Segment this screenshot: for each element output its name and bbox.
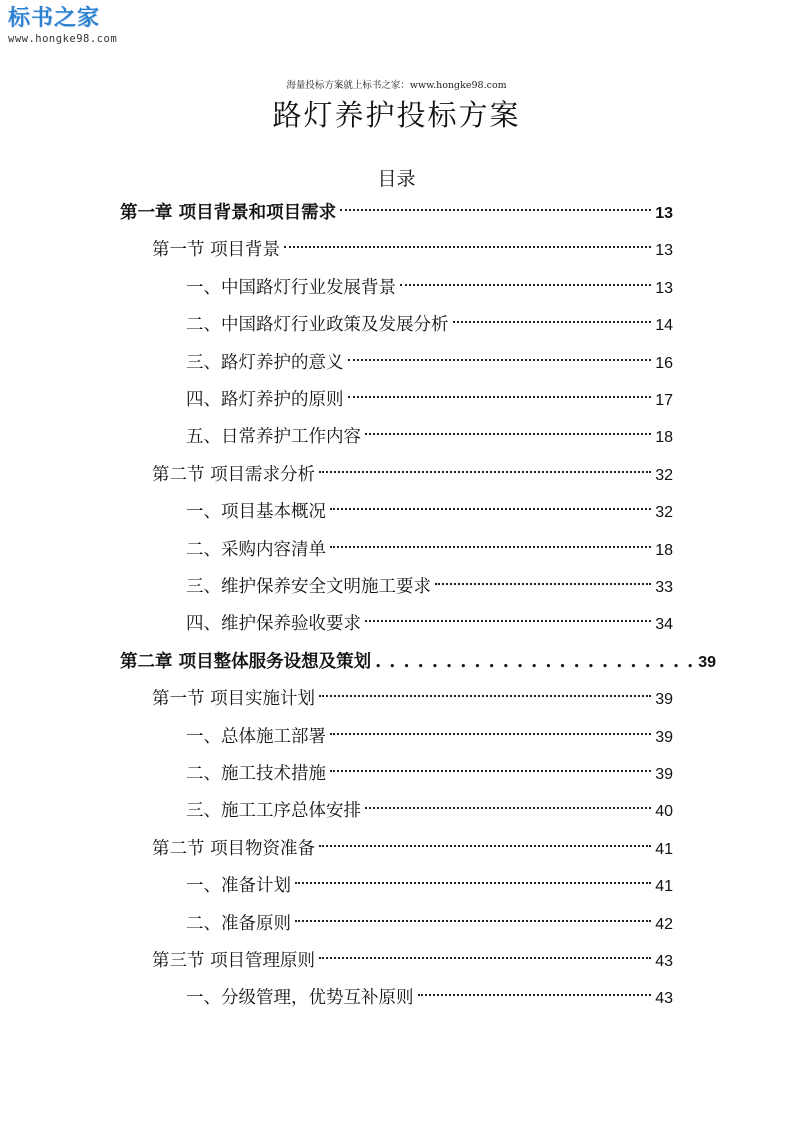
toc-item[interactable] bbox=[186, 572, 673, 602]
toc-entry-label: 二、准备原则 bbox=[186, 913, 291, 934]
toc-dot-leader bbox=[365, 433, 651, 435]
toc-section[interactable] bbox=[152, 946, 673, 976]
toc-entry-label: 二、施工技术措施 bbox=[186, 764, 326, 784]
toc-dot-leader bbox=[365, 807, 651, 809]
toc-entry-page-number: 43 bbox=[655, 990, 673, 1008]
toc-entry-page-number: 39 bbox=[655, 691, 673, 709]
toc-section[interactable] bbox=[152, 235, 673, 265]
toc-dot-leader bbox=[340, 209, 651, 211]
toc-entry-label: 一、分级管理，优势互补原则 bbox=[186, 988, 414, 1009]
toc-section[interactable] bbox=[152, 834, 673, 864]
toc-entry-page-number: 13 bbox=[655, 242, 673, 260]
brand-logo-text: 标书之家 bbox=[8, 6, 101, 31]
toc-entry-page-number: 39 bbox=[655, 728, 673, 746]
toc-entry-label: 一、中国路灯行业发展背景 bbox=[186, 277, 396, 298]
toc-dot-leader bbox=[435, 583, 651, 585]
toc-dot-leader bbox=[330, 508, 651, 510]
toc-entry-page-number: 39 bbox=[655, 766, 673, 783]
document-title: 路灯养护投标方案 bbox=[272, 98, 521, 132]
toc-entry-label: 一、准备计划 bbox=[186, 876, 291, 897]
toc-item[interactable] bbox=[186, 871, 673, 901]
toc-item[interactable] bbox=[186, 273, 673, 303]
toc-dot-leader bbox=[295, 920, 651, 922]
toc-dot-leader bbox=[319, 957, 651, 959]
toc-entry-page-number: 14 bbox=[655, 317, 673, 335]
toc-dot-leader bbox=[418, 994, 652, 996]
toc-entry-label: 二、采购内容清单 bbox=[186, 539, 326, 560]
toc-entry-page-number: 33 bbox=[655, 579, 673, 596]
toc-dot-leader bbox=[453, 321, 652, 323]
toc-entry-page-number: 32 bbox=[655, 504, 673, 522]
toc-item[interactable] bbox=[186, 983, 673, 1013]
toc-entry-page-number: 18 bbox=[655, 541, 673, 559]
toc-entry-page-number: 43 bbox=[655, 953, 673, 970]
toc-dot-leader bbox=[295, 882, 651, 884]
toc-entry-label: 第二节 项目需求分析 bbox=[152, 464, 316, 485]
toc-chapter[interactable] bbox=[120, 198, 673, 228]
toc-item[interactable] bbox=[186, 722, 673, 752]
toc-item[interactable] bbox=[186, 535, 673, 565]
toc-item[interactable] bbox=[186, 796, 673, 826]
toc-entry-page-number: 32 bbox=[655, 466, 673, 484]
toc-item[interactable] bbox=[186, 348, 673, 378]
toc-dot-leader bbox=[319, 471, 651, 473]
toc-dot-leader bbox=[348, 396, 652, 398]
toc-entry-page-number: 40 bbox=[655, 803, 673, 821]
toc-entry-label: 三、施工工序总体安排 bbox=[186, 801, 361, 822]
toc-item[interactable] bbox=[186, 310, 673, 340]
toc-dot-leader bbox=[284, 246, 651, 248]
toc-entry-label: 三、路灯养护的意义 bbox=[186, 352, 344, 373]
toc-dot-leader bbox=[348, 359, 652, 361]
toc-chapter[interactable] bbox=[120, 647, 717, 677]
toc-dot-leader bbox=[330, 546, 651, 548]
toc-dot-leader bbox=[330, 733, 651, 735]
toc-entry-label: 四、路灯养护的原则 bbox=[186, 390, 344, 410]
toc-section[interactable] bbox=[152, 460, 673, 490]
toc-item[interactable] bbox=[186, 759, 673, 789]
toc-entry-label: 第一节 项目实施计划 bbox=[152, 689, 316, 710]
toc-entry-label: 四、维护保养验收要求 bbox=[186, 614, 361, 635]
toc-entry-label: 第一节 项目背景 bbox=[152, 240, 281, 261]
toc-entry-page-number: 41 bbox=[655, 878, 673, 896]
toc-entry-page-number: 16 bbox=[655, 354, 673, 372]
toc-entry-label: 五、日常养护工作内容 bbox=[186, 427, 361, 448]
toc-heading: 目录 bbox=[377, 168, 416, 190]
toc-entry-page-number: 42 bbox=[655, 915, 673, 933]
toc-entry-label: 一、项目基本概况 bbox=[186, 502, 326, 523]
toc-item[interactable] bbox=[186, 909, 673, 939]
toc-entry-label: 第二章 项目整体服务设想及策划 bbox=[120, 651, 372, 672]
page-header-note: 海量投标方案就上标书之家：www.hongke98.com bbox=[286, 80, 507, 91]
toc-entry-label: 第二节 项目物资准备 bbox=[152, 838, 316, 859]
toc-entry-label: 第三节 项目管理原则 bbox=[152, 951, 316, 971]
toc-dot-leader bbox=[319, 695, 651, 697]
toc-entry-label: 一、总体施工部署 bbox=[186, 726, 326, 747]
toc-item[interactable] bbox=[186, 422, 673, 452]
toc-entry-label: 二、中国路灯行业政策及发展分析 bbox=[186, 315, 449, 336]
toc-item[interactable] bbox=[186, 609, 673, 639]
toc-section[interactable] bbox=[152, 684, 673, 714]
brand-logo-url: www.hongke98.com bbox=[8, 33, 118, 45]
toc-entry-page-number: 17 bbox=[655, 392, 673, 409]
toc-entry-page-number: 39 bbox=[698, 653, 717, 671]
toc-entry-page-number: 13 bbox=[655, 205, 673, 222]
toc-entry-page-number: 41 bbox=[655, 840, 673, 858]
toc-entry-label: 三、维护保养安全文明施工要求 bbox=[186, 577, 431, 597]
toc-entry-label: 第一章 项目背景和项目需求 bbox=[120, 203, 337, 223]
toc-dot-leader bbox=[330, 770, 651, 772]
brand-logo bbox=[8, 6, 178, 46]
toc-dot-leader bbox=[319, 845, 651, 847]
toc-dot-leader bbox=[400, 284, 651, 286]
toc-item[interactable] bbox=[186, 497, 673, 527]
toc-entry-page-number: 13 bbox=[655, 279, 673, 297]
toc-entry-page-number: 18 bbox=[655, 429, 673, 447]
toc-item[interactable] bbox=[186, 385, 673, 415]
toc-dot-leader bbox=[365, 620, 651, 622]
toc-entry-page-number: 34 bbox=[655, 616, 673, 634]
